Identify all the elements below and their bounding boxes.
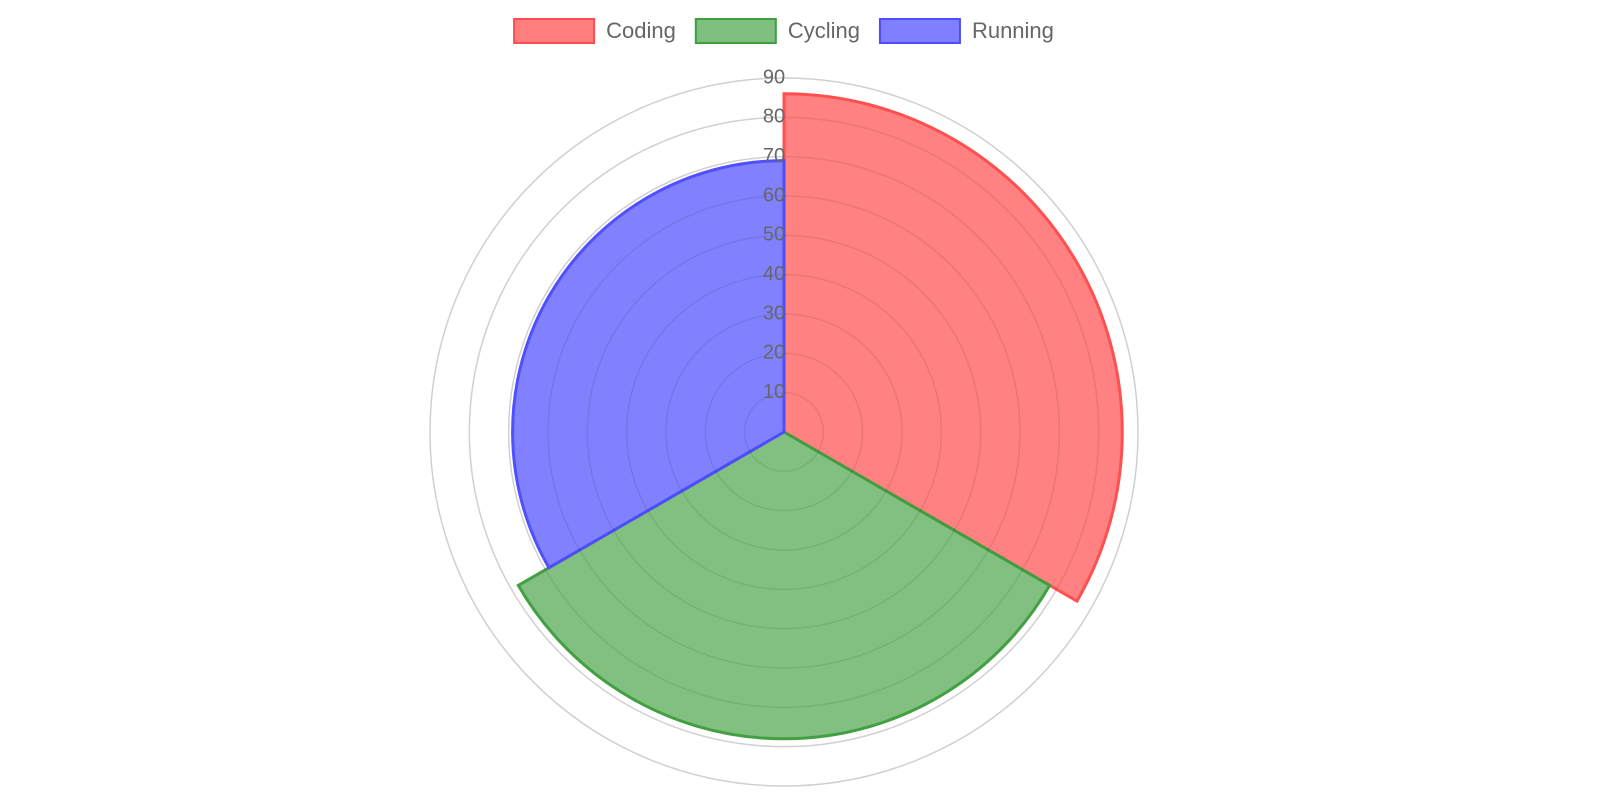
legend-item-coding[interactable] bbox=[514, 18, 676, 43]
tick-label-90: 90 bbox=[762, 66, 786, 89]
legend-item-running[interactable] bbox=[880, 18, 1054, 43]
radial-tick-labels bbox=[763, 66, 785, 403]
tick-label-50: 50 bbox=[762, 223, 786, 246]
legend-label-cycling: Cycling bbox=[787, 17, 860, 43]
legend-swatch-cycling bbox=[696, 19, 776, 43]
tick-label-10: 10 bbox=[762, 380, 786, 403]
legend-item-cycling[interactable] bbox=[696, 18, 860, 43]
legend-swatch-running bbox=[880, 19, 960, 43]
tick-label-40: 40 bbox=[762, 262, 786, 285]
tick-label-70: 70 bbox=[762, 144, 786, 167]
legend-swatch-coding bbox=[514, 19, 594, 43]
legend bbox=[514, 18, 1054, 43]
tick-label-60: 60 bbox=[762, 184, 786, 207]
tick-label-20: 20 bbox=[762, 341, 786, 364]
legend-label-coding: Coding bbox=[606, 17, 676, 43]
legend-label-running: Running bbox=[971, 17, 1054, 43]
sectors bbox=[513, 94, 1123, 739]
tick-label-80: 80 bbox=[762, 105, 786, 128]
tick-label-30: 30 bbox=[762, 302, 786, 325]
